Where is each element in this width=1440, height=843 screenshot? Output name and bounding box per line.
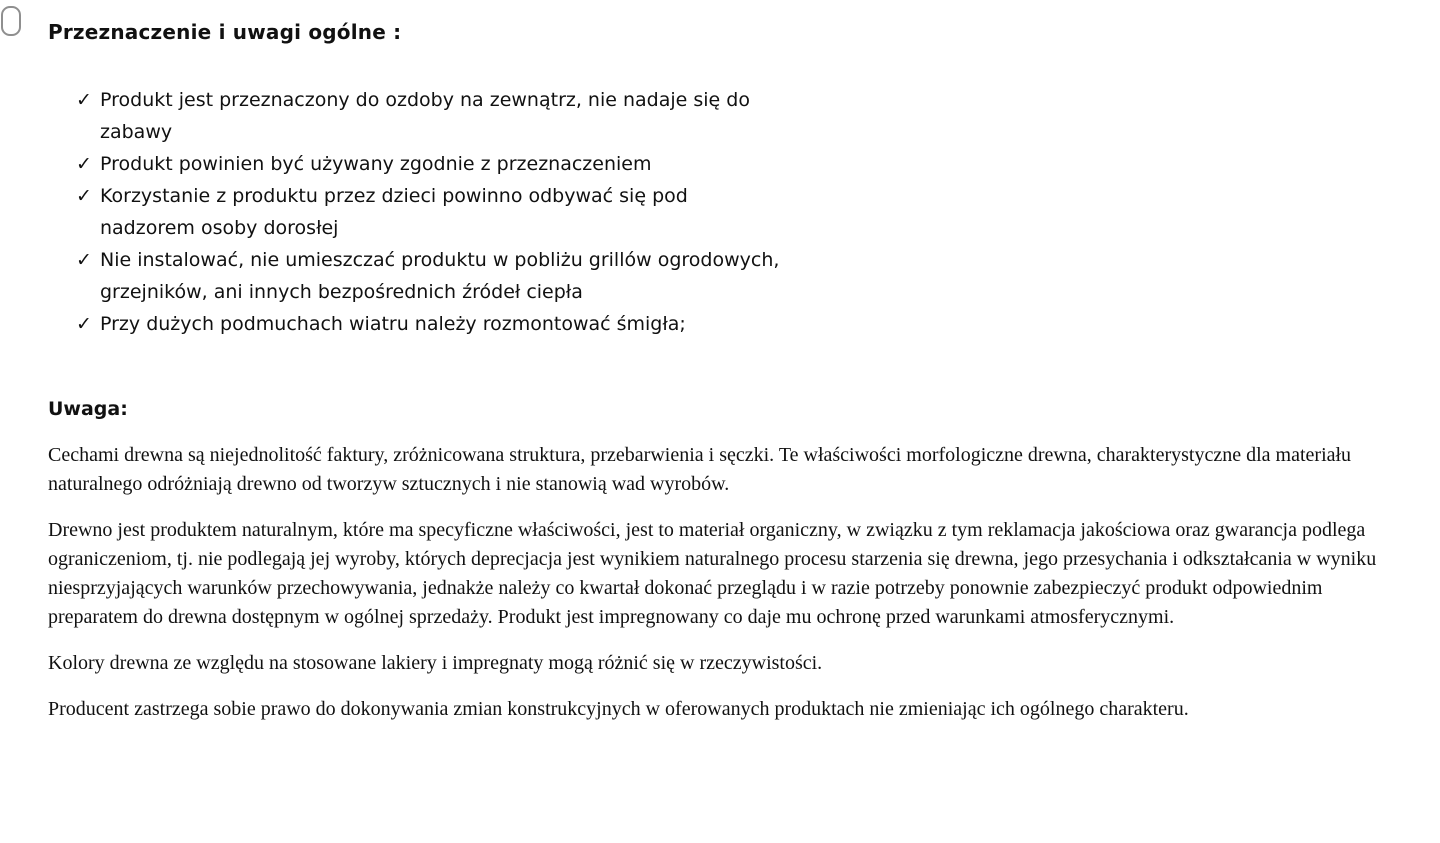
note-paragraph: Producent zastrzega sobie prawo do dokonywania zmian konstrukcyjnych w oferowanych produktach nie zmieniając ich ogólnego charakteru. [48,698,1189,720]
document-page [0,20,1440,843]
list-item [76,84,1395,148]
list-item [76,180,1395,244]
checkmark-icon: ✓ [76,153,92,175]
list-item [76,148,1395,180]
note-paragraph: Cechami drewna są niejednolitość faktury, zróżnicowana struktura, przebarwienia i sęczki. Te właściwości morfologiczne drewna, charakterystyczne dla materiału naturalnego odróżniają drewno od tworzyw sztucznych i nie stanowią wad wyrobów. [48,444,1352,495]
list-item-text: Produkt powinien być używany zgodnie z przeznaczeniem [100,153,652,175]
checkmark-icon: ✓ [76,249,92,271]
list-item-text: Przy dużych podmuchach wiatru należy rozmontować śmigła; [100,313,686,335]
rounded-corner-decoration-icon [1,6,21,36]
checkmark-icon: ✓ [76,313,92,335]
note-section-title: Uwaga: [48,398,128,420]
list-item [76,308,1395,340]
list-item [76,244,1395,308]
list-item-text: Produkt jest przeznaczony do ozdoby na zewnątrz, nie nadaje się do [100,89,750,111]
note-paragraph: Kolory drewna ze względu na stosowane lakiery i impregnaty mogą różnić się w rzeczywistości. [48,652,823,674]
note-section [48,441,1395,724]
list-item-text: Korzystanie z produktu przez dzieci powinno odbywać się pod [100,185,688,207]
list-item-text: zabawy [100,121,173,143]
checkmark-icon: ✓ [76,89,92,111]
usage-notes-list [48,84,1395,340]
list-item-text: nadzorem osoby dorosłej [100,217,339,239]
list-item-text: grzejników, ani innych bezpośrednich źródeł ciepła [100,281,583,303]
checkmark-icon: ✓ [76,185,92,207]
document-content [0,20,1440,724]
note-paragraph: Drewno jest produktem naturalnym, które ma specyficzne właściwości, jest to materiał organiczny, w związku z tym reklamacja jakościowa oraz gwarancja podlega ograniczeniom, tj. nie podlegają jej wyroby, których deprecjacja jest wynikiem naturalnego procesu starzenia się drewna, jego przesychania i odkształcania w wyniku niesprzyjających warunków przechowywania, jednakże należy co kwartał dokonać przeglądu i w razie potrzeby ponownie zabezpieczyć produkt odpowiednim preparatem do drewna dostępnym w ogólnej sprzedaży. Produkt jest impregnowany co daje mu ochronę przed warunkami atmosferycznymi. [48,519,1377,628]
page-title: Przeznaczenie i uwagi ogólne : [48,20,402,44]
list-item-text: Nie instalować, nie umieszczać produktu w pobliżu grillów ogrodowych, [100,249,780,271]
